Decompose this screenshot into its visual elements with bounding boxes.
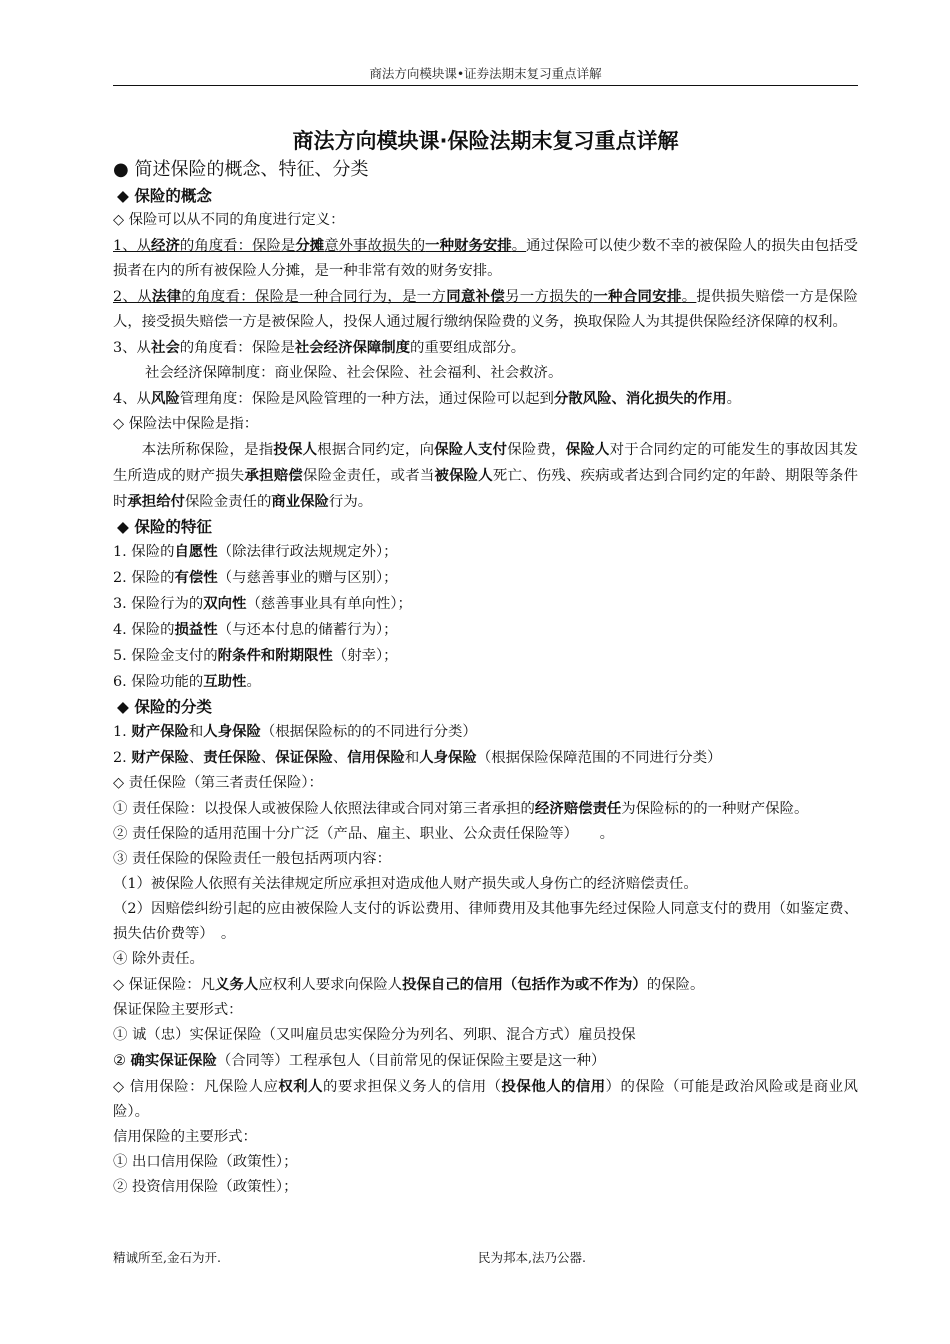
guarantee-insurance: ◇ 保证保险：凡义务人应权利人要求向保险人投保自己的信用（包括作为或不作为）的保险。 [113,976,705,993]
list-item: 4. 保险的损益性（与还本付息的储蓄行为）； [113,621,398,638]
liability-item-1: ① 责任保险：以投保人或被保险人依照法律或合同对第三者承担的经济赔偿责任为保险标的的一种财产保险。 [113,800,809,817]
liability-item-4: ④ 除外责任。 [113,951,204,967]
category-1: 1. 财产保险和人身保险（根据保险标的的不同进行分类） [113,723,477,740]
document-body [113,126,858,1200]
diamond-bullet-icon: ◆ [117,187,129,205]
category-2: 2. 财产保险、责任保险、保证保险、信用保险和人身保险（根据保险保障范围的不同进行分类） [113,749,722,766]
guarantee-forms: 保证保险主要形式： [113,1002,243,1018]
concept-social: 3、从社会的角度看：保险是社会经济保障制度的重要组成部分。 [113,339,526,356]
list-item: 1. 保险的自愿性（除法律行政法规规定外）； [113,543,398,560]
liability-item-2: ② 责任保险的适用范围十分广泛（产品、雇主、职业、公众责任保险等） 。 [113,826,615,842]
subsection-heading-categories: ◆ 保险的分类 [117,698,212,716]
liability-item-3: ③ 责任保险的保险责任一般包括两项内容： [113,851,391,867]
list-item: 3. 保险行为的双向性（慈善事业具有单向性）； [113,595,412,612]
subsection-heading-concept: ◆ 保险的概念 [117,187,212,205]
subsection-heading-features: ◆ 保险的特征 [117,518,212,536]
credit-form-2: ② 投资信用保险（政策性）； [113,1179,298,1195]
law-intro: ◇ 保险法中保险是指： [113,416,259,432]
list-item: 5. 保险金支付的附条件和附期限性（射幸）； [113,647,398,664]
footer-left: 精诚所至,金石为开. [113,1250,221,1265]
concept-intro: ◇ 保险可以从不同的角度进行定义： [113,212,345,228]
credit-insurance: ◇ 信用保险：凡保险人应权利人的要求担保义务人的信用（投保他人的信用）的保险（可能是政治风险或是商业风险）。 [113,1078,858,1120]
circle-bullet-icon: ● [113,159,129,180]
guarantee-form-1: ① 诚（忠）实保证保险（又叫雇员忠实保险分为列名、列职、混合方式）雇员投保 [113,1027,636,1043]
liability-item-3a: （1）被保险人依照有关法律规定所应承担对造成他人财产损失或人身伤亡的经济赔偿责任。 [113,876,698,892]
concept-social-sub: 社会经济保障制度：商业保险、社会保险、社会福利、社会救济。 [145,365,563,381]
diamond-bullet-icon: ◆ [117,518,129,536]
diamond-bullet-icon: ◆ [117,698,129,716]
liability-item-3b: （2）因赔偿纠纷引起的应由被保险人支付的诉讼费用、律师费用及其他事先经过保险人同意支付的费用（如鉴定费、损失估价费等） 。 [113,901,858,942]
list-item: 2. 保险的有偿性（与慈善事业的赠与区别）； [113,569,398,586]
document-title: 商法方向模块课·保险法期末复习重点详解 [292,129,679,153]
page-header: 商法方向模块课•证券法期末复习重点详解 [113,64,858,86]
concept-economic: 1、从经济的角度看：保险是分摊意外事故损失的一种财务安排。通过保险可以使少数不幸的被保险人的损失由包括受损者在内的所有被保险人分摊，是一种非常有效的财务安排。 [113,237,858,279]
footer-right: 民为邦本,法乃公器. [478,1250,586,1265]
credit-form-1: ① 出口信用保险（政策性）； [113,1154,298,1170]
credit-forms: 信用保险的主要形式： [113,1129,257,1145]
concept-risk: 4、从风险管理角度：保险是风险管理的一种方法，通过保险可以起到分散风险、消化损失的作用。 [113,390,742,407]
guarantee-form-2: ② 确实保证保险（合同等）工程承包人（目前常见的保证保险主要是这一种） [113,1052,606,1069]
law-definition: 本法所称保险，是指投保人根据合同约定，向保险人支付保险费，保险人对于合同约定的可能发生的事故因其发生所造成的财产损失承担赔偿保险金责任，或者当被保险人死亡、伤残、疾病或者达到合同约定的年龄、期限等条件时承担给付保险金责任的商业保险行为。 [113,441,858,510]
section-heading: ● 简述保险的概念、特征、分类 [113,159,369,180]
list-item: 6. 保险功能的互助性。 [113,673,261,690]
liability-intro: ◇ 责任保险（第三者责任保险）： [113,775,323,791]
concept-legal: 2、从法律的角度看：保险是一种合同行为，是一方同意补偿另一方损失的一种合同安排。提供损失赔偿一方是保险人，接受损失赔偿一方是被保险人，投保人通过履行缴纳保险费的义务，换取保险人为其提供保险经济保障的权利。 [113,288,858,330]
